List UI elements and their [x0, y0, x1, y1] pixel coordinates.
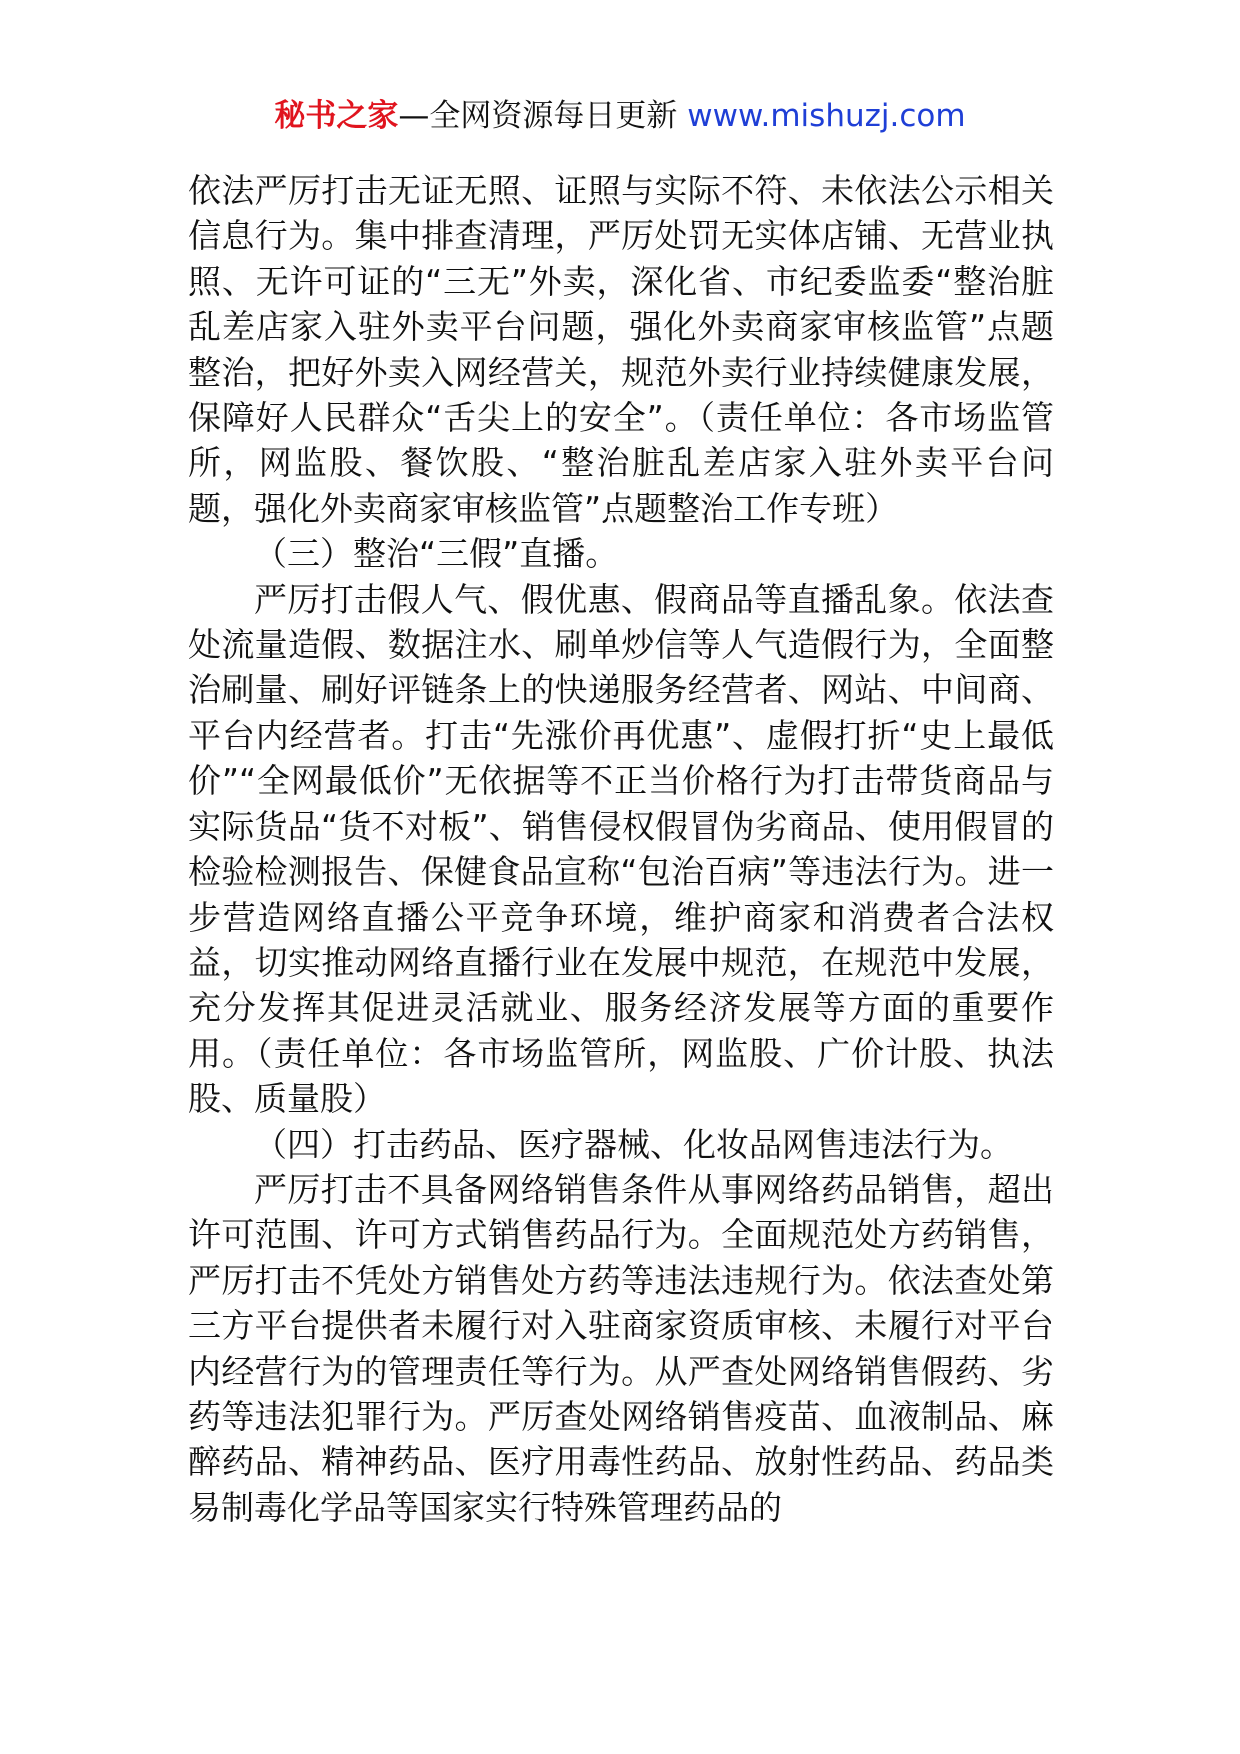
page-header: [0, 96, 1240, 136]
section-heading-3: （三）整治“三假”直播。: [254, 534, 619, 574]
document-body: [188, 168, 1054, 1530]
site-url-link[interactable]: www.mishuzj.com: [687, 98, 966, 134]
brand-name: 秘书之家: [274, 98, 399, 134]
paragraph-section-4: 严厉打击不具备网络销售条件从事网络药品销售，超出许可范围、许可方式销售药品行为。全面规范处方药销售，严厉打击不凭处方销售处方药等违法违规行为。依法查处第三方平台提供者未履行对入驻商家资质审核、未履行对平台内经营行为的管理责任等行为。从严查处网络销售假药、劣药等违法犯罪行为。严厉查处网络销售疫苗、血液制品、麻醉药品、精神药品、医疗用毒性药品、放射性药品、药品类易制毒化学品等国家实行特殊管理药品的: [188, 1169, 1054, 1527]
paragraph-section-3: 严厉打击假人气、假优惠、假商品等直播乱象。依法查处流量造假、数据注水、刷单炒信等人气造假行为，全面整治刷量、刷好评链条上的快递服务经营者、网站、中间商、平台内经营者。打击“先涨价再优惠”、虚假打折“史上最低价”“全网最低价”无依据等不正当价格行为打击带货商品与实际货品“货不对板”、销售侵权假冒伪劣商品、使用假冒的检验检测报告、保健食品宣称“包治百病”等违法行为。进一步营造网络直播公平竞争环境，维护商家和消费者合法权益，切实推动网络直播行业在发展中规范，在规范中发展，充分发挥其促进灵活就业、服务经济发展等方面的重要作用。（责任单位：各市场监管所，网监股、广价计股、执法股、质量股）: [188, 579, 1054, 1119]
section-heading-4: （四）打击药品、医疗器械、化妆品网售违法行为。: [254, 1124, 1013, 1164]
paragraph-continuation: 依法严厉打击无证无照、证照与实际不符、未依法公示相关信息行为。集中排查清理，严厉处罚无实体店铺、无营业执照、无许可证的“三无”外卖，深化省、市纪委监委“整治脏乱差店家入驻外卖平台问题，强化外卖商家审核监管”点题整治，把好外卖入网经营关，规范外卖行业持续健康发展，保障好人民群众“舌尖上的安全”。（责任单位：各市场监管所，网监股、餐饮股、“整治脏乱差店家入驻外卖平台问题，强化外卖商家审核监管”点题整治工作专班）: [188, 171, 1054, 528]
header-slogan: —全网资源每日更新: [398, 98, 688, 134]
